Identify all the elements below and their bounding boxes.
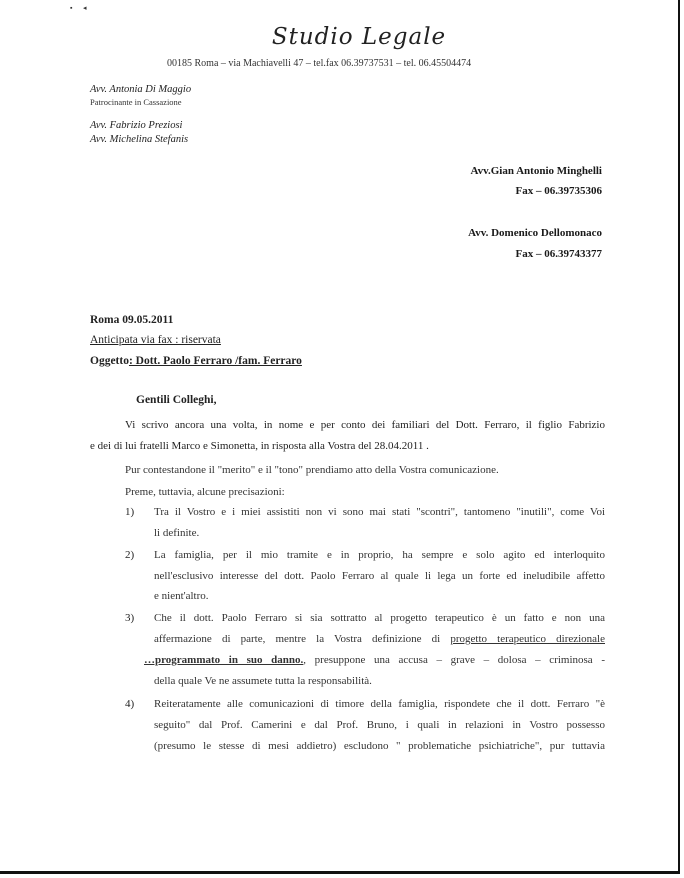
recipient-fax-2: Fax – 06.39743377	[515, 248, 602, 260]
list-4-line-2: seguito" dal Prof. Camerini e dal Prof. Bruno, i quali in relazioni in Vostro possesso	[154, 719, 605, 731]
list-3-emphasis-1: progetto terapeutico direzionale	[450, 633, 605, 645]
list-3-line-3	[144, 654, 605, 666]
list-4-line-1: Reiteratamente alle comunicazioni di timore della famiglia, rispondete che il dott. Ferraro "è	[154, 698, 605, 710]
paragraph-3: Preme, tuttavia, alcune precisazioni:	[125, 486, 285, 498]
delivery-note: Anticipata via fax : riservata	[90, 334, 221, 346]
scan-specks: ▪ ◂	[70, 4, 87, 12]
paragraph-2: Pur contestandone il "merito" e il "tono" prendiamo atto della Vostra comunicazione.	[125, 464, 499, 476]
list-1-line-1: Tra il Vostro e i miei assistiti non vi sono mai stati "scontri", tantomeno "inutili", come Voi	[154, 506, 605, 518]
recipient-fax-1: Fax – 06.39735306	[515, 185, 602, 197]
lawyer-name-3: Avv. Michelina Stefanis	[90, 134, 189, 145]
lawyer-name-2: Avv. Fabrizio Preziosi	[90, 120, 183, 131]
list-1-line-2: li definite.	[154, 527, 200, 539]
lawyer-name-1: Avv. Antonia Di Maggio	[90, 84, 192, 95]
list-number-4: 4)	[125, 698, 135, 710]
list-3-line-4: della quale Ve ne assumete tutta la responsabilità.	[154, 675, 372, 687]
list-3-line-2	[154, 633, 605, 645]
list-3-line-3-text: , presuppone una accusa – grave – dolosa – criminosa -	[303, 654, 605, 666]
intro-line-2: e dei di lui fratelli Marco e Simonetta, in risposta alla Vostra del 28.04.2011 .	[90, 440, 429, 452]
list-3-emphasis-2: …programmato in suo danno.	[144, 654, 304, 666]
letterhead-title: Studio Legale	[271, 24, 447, 50]
recipient-name-2: Avv. Domenico Dellomonaco	[468, 227, 602, 239]
list-number-1: 1)	[125, 506, 135, 518]
intro-line-1: Vi scrivo ancora una volta, in nome e per conto dei familiari del Dott. Ferraro, il figlio Fabrizio	[125, 419, 605, 431]
list-2-line-1: La famiglia, per il mio tramite e in proprio, ha sempre e solo agito ed interloquito	[154, 549, 605, 561]
list-2-line-3: e nient'altro.	[154, 590, 209, 602]
list-4-line-3: (presumo le stesse di mesi addietro) escludono " problematiche psichiatriche", pur tuttavia	[154, 740, 605, 752]
list-number-3: 3)	[125, 612, 135, 624]
subject-line	[90, 355, 302, 367]
list-3-line-2-text: affermazione di parte, mentre la Vostra definizione di	[154, 633, 451, 645]
greeting: Gentili Colleghi,	[136, 394, 217, 406]
list-3-line-1: Che il dott. Paolo Ferraro si sia sottratto al progetto terapeutico è un fatto e non una	[154, 612, 605, 624]
list-number-2: 2)	[125, 549, 135, 561]
letterhead-address: 00185 Roma – via Machiavelli 47 – tel.fax 06.39737531 – tel. 06.45504474	[167, 58, 472, 69]
lawyer-subtitle-1: Patrocinante in Cassazione	[90, 97, 182, 107]
subject-label: Oggetto	[90, 355, 129, 367]
recipient-name-1: Avv.Gian Antonio Minghelli	[470, 165, 602, 177]
place-date: Roma 09.05.2011	[90, 314, 174, 326]
list-2-line-2: nell'esclusivo interesse del dott. Paolo Ferraro al quale li lega un forte ed ineludibile affetto	[154, 570, 605, 582]
subject-text: : Dott. Paolo Ferraro /fam. Ferraro	[128, 355, 302, 367]
